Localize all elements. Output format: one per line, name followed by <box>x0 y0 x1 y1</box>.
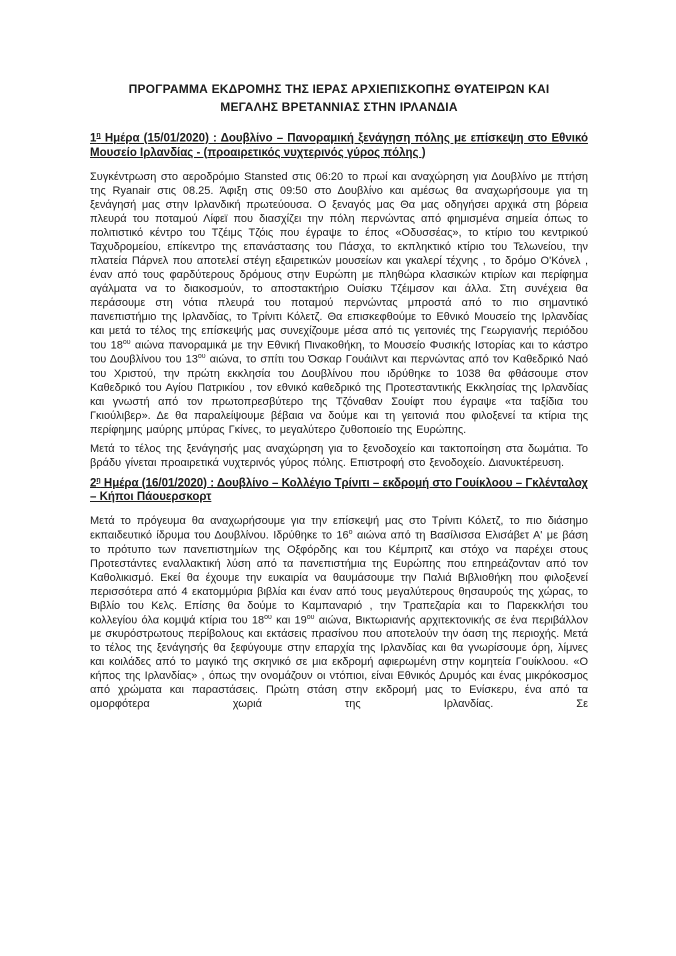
document-title-line2: ΜΕΓΑΛΗΣ ΒΡΕΤΑΝΝΙΑΣ ΣΤΗΝ ΙΡΛΑΝΔΙΑ <box>220 100 458 114</box>
ordinal-superscript: ου <box>264 613 272 621</box>
ordinal-superscript: ου <box>197 353 206 360</box>
ordinal-superscript: ου <box>306 613 315 621</box>
document-title-line1: ΠΡΟΓΡΑΜΜΑ ΕΚΔΡΟΜΗΣ ΤΗΣ ΙΕΡΑΣ ΑΡΧΙΕΠΙΣΚΟΠΗΣ ΘΥΑΤΕΙΡΩΝ ΚΑΙ <box>128 82 550 96</box>
ordinal-superscript: η <box>96 132 101 139</box>
day1-paragraph-1: Συγκέντρωση στο αεροδρόμιο Stansted στις 06:20 το πρωί και αναχώρηση για Δουβλίνο με πτήση της Ryanair στις 08.25. Άφιξη στις 09:50 στο Δουβλίνο και αμέσως θα αναχωρήσουμε για τη ξενάγησή μας στην Ιρλανδική πρωτεύουσα. Ο ξεναγός μας Θα μας οδηγήσει αρχικά στη βόρεια πλευρά του ποταμού Λίφεϊ που διασχίζει την πόλη περνώντας από φημισμένα σημεία όπως το πολιτιστικό κέντρο του Τζέιμς Τζόις που έγραψε το έπος «Οδυσσέας», το κτίριο του κεντρικού Ταχυδρομείου, επίκεντρο της επανάστασης του Πάσχα, το εκπληκτικό κτίριο του Τελωνείου, την πλατεία Πάρνελ που αποτελεί στέγη εξαιρετικών μουσείων και γκαλερί τέχνης , το δρόμο Ο'Κόνελ , έναν από τους φαρδύτερους δρόμους στην Ευρώπη με πληθώρα κλασικών κτιρίων και περίφημα αγάλματα να το διακοσμούν, το αποστακτήριο Ουίσκυ Τζέιμσον και άλλα. Στη συνέχεια θα περάσουμε στη νότια πλευρά του ποταμού περνώντας μπροστά από το πιο σημαντικό πανεπιστήμιο της Ιρλανδίας, το Τρίνιτι Κόλετζ. Θα επισκεφθούμε το Εθνικό Μουσείο της Ιρλανδίας και μετά το τέλος της επίσκεψής μας συνεχίζουμε μέσα από τις γειτονιές της Γεωργιανής περιόδου του $18^{o\upsilon}$ αιώνα πανοραμικά με την Εθνική Πινακοθήκη, το Μουσείο Φυσικής Ιστορίας και το κάστρο του Δουβλίνου του $13^{o\upsilon}$ αιώνα, το σπίτι του Όσκαρ Γουάιλντ και περνώντας από τον Καθεδρικό Ναό του Χριστού, την πρώτη εκκλησία του Δουβλίνου που ιδρύθηκε το 1038 θα φθάσουμε στον Καθεδρικό του Αγίου Πατρικίου , τον εθνικό καθεδρικό της Προτεσταντικής Εκκλησίας της Ιρλανδίας και γνωστή από τον πρωτοπρεσβύτερο της Τζόναθαν Σουίφτ που έγραψε «τα ταξίδια του Γκιούλιβερ». Δε θα παραλείψουμε βέβαια να δούμε και τη γειτονιά που φιλοξενεί τα κτίρια της περίφημης μαύρης μπύρας Γκίνες, το μεγαλύτερο ζυθοποιείο της Ευρώπης. <box>90 170 588 436</box>
document-title <box>90 80 588 116</box>
day1-heading: $1^\eta$ Ημέρα (15/01/2020) : Δουβλίνο – Πανοραμική ξενάγηση πόλης με επίσκεψη στο Εθνικό Μουσείο Ιρλανδίας - (προαιρετικός νυχτερινός γύρος πόλης ) <box>90 132 588 159</box>
day1-paragraph-2: Μετά το τέλος της ξενάγησής μας αναχώρηση για το ξενοδοχείο και τακτοποίηση στα δωμάτια. Το βράδυ γίνεται προαιρετικά νυχτερινός γύρος πόλης. Επιστροφή στο ξενοδοχείο. Διανυκτέρευση. <box>90 442 588 469</box>
day2-heading: $2^\eta$ Ημέρα (16/01/2020) : Δουβλίνο – Κολλέγιο Τρίνιτι – εκδρομή στο Γουίκλοου – Γκλένταλοχ – Κήποι Πάουερσκορτ <box>90 476 588 503</box>
ordinal-superscript: ο <box>348 529 353 536</box>
day2-paragraph-1: Μετά το πρόγευμα θα αναχωρήσουμε για την επίσκεψή μας στο Τρίνιτι Κόλετζ, το πιο διάσημο εκπαιδευτικό ίδρυμα του Δουβλίνου. Ιδρύθηκε το $16^o$ αιώνα από τη Βασίλισσα Ελισάβετ Α' με βάση το πρότυπο των πανεπιστημίων της Οξφόρδης και του Κέμπριτζ και στόχο να παρέχει στους Προτεστάντες εναλλακτική λύση από τα πανεπιστήμια της Ευρώπης που επηρεάζονταν από τον Καθολικισμό. Εκεί θα έχουμε την ευκαιρία να θαυμάσουμε την Παλιά Βιβλιοθήκη που φιλοξενεί περισσότερα από 4 εκατομμύρια βιβλία και έναν από τους μεγαλύτερους θησαυρούς της χώρας, το Βιβλίο του Κελς. Επίσης θα δούμε το Καμπαναριό , την Τραπεζαρία και το Παρεκκλήσι του κολλεγίου όλα κομψά κτίρια του $18^{o\upsilon}$ και $19^{o\upsilon}$ αιώνα, Βικτωριανής αρχιτεκτονικής σε ένα περιβάλλον με σκυρόστρωτους περίβολους και εκτάσεις πρασίνου που αποτελούν την όαση της περιοχής. Μετά το τέλος της ξενάγησής θα ξεφύγουμε στην επαρχία της Ιρλανδίας και θα γνωρίσουμε όρη, λίμνες και κοιλάδες από το μαγικό της σκηνικό σε μια εκδρομή αφιερωμένη στην κομητεία Γουίκλοου. «Ο κήπος της Ιρλανδίας» , όπως την ονομάζουν οι ντόπιοι, είναι Εθνικός Δρυμός και ένας μικρόκοσμος από χρώματα και παραστάσεις. Πρώτη στάση στην εκδρομή μας το Ενίσκερυ, ένα από τα ομορφότερα χωριά της Ιρλανδίας. Σε <box>90 515 589 710</box>
ordinal-superscript: ου <box>122 338 131 346</box>
ordinal-superscript: η <box>96 476 101 484</box>
